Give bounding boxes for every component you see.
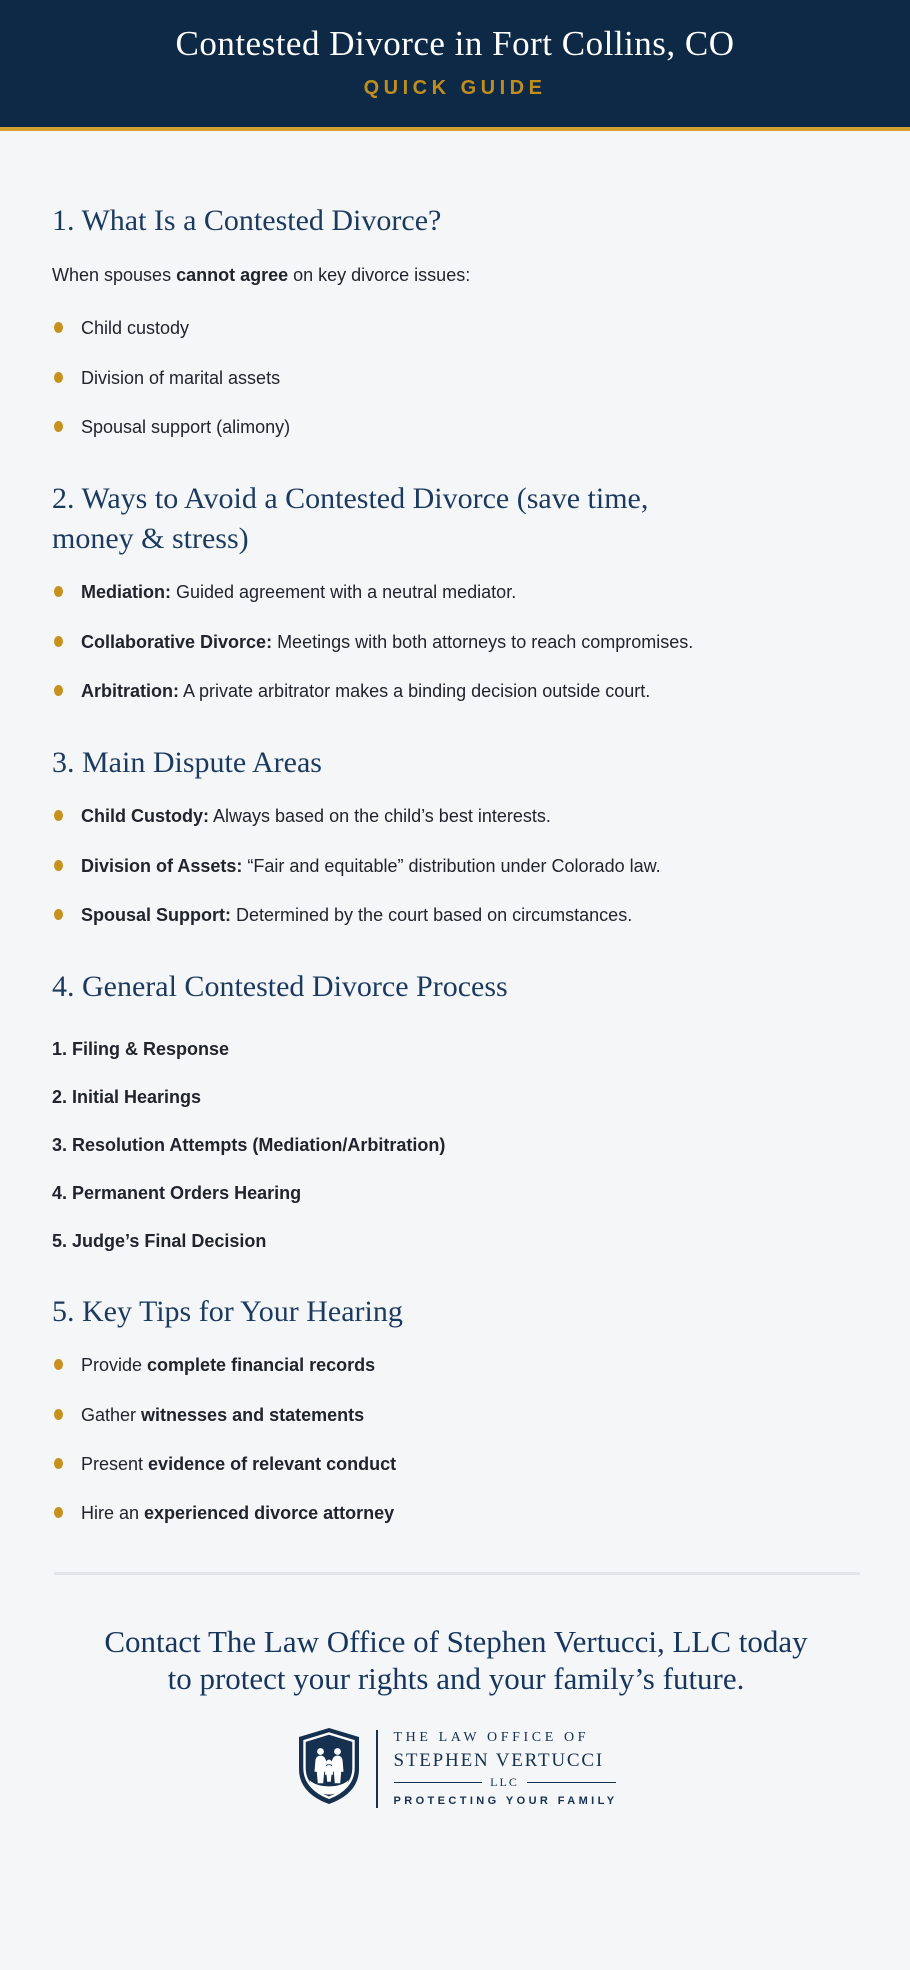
family-shield-icon — [297, 1727, 361, 1810]
bullet-dot-icon — [54, 421, 63, 432]
section-3-list — [52, 805, 860, 927]
list-item-text — [81, 1354, 375, 1377]
item-text-post: Meetings with both attorneys to reach compromises. — [272, 631, 694, 652]
section-5-list — [52, 1354, 860, 1526]
section-ways-to-avoid — [52, 479, 860, 703]
process-steps — [52, 1039, 860, 1252]
list-item-text — [81, 416, 290, 439]
page-title: Contested Divorce in Fort Collins, CO — [175, 24, 735, 63]
process-step: 2. Initial Hearings — [52, 1087, 202, 1108]
section-main-dispute-areas — [52, 743, 860, 927]
item-text-post: Guided agreement with a neutral mediator. — [171, 582, 517, 603]
item-bold: witnesses and statements — [141, 1404, 365, 1425]
logo-separator — [376, 1730, 378, 1808]
item-text: Gather — [81, 1404, 142, 1425]
page-header — [0, 0, 910, 131]
item-bold: Collaborative Divorce: — [81, 631, 273, 652]
list-item-text — [81, 680, 650, 703]
list-item-text — [81, 904, 632, 927]
bullet-dot-icon — [54, 636, 63, 647]
list-item — [52, 805, 860, 828]
list-item — [52, 1404, 860, 1427]
cta-line-2: to protect your rights and your family’s future. — [167, 1660, 745, 1696]
process-step: 1. Filing & Response — [52, 1039, 230, 1060]
bullet-dot-icon — [54, 810, 63, 821]
list-item — [52, 680, 860, 703]
item-bold: Child Custody: — [81, 806, 209, 827]
item-text: Provide — [81, 1355, 148, 1376]
item-bold: evidence of relevant conduct — [148, 1453, 397, 1474]
section-1-list — [52, 317, 860, 439]
item-bold: Arbitration: — [81, 680, 179, 701]
process-step: 4. Permanent Orders Hearing — [52, 1183, 302, 1204]
intro-text: When spouses — [52, 264, 177, 285]
list-item-text — [81, 1404, 364, 1427]
list-item-text — [81, 805, 551, 828]
item-bold: Mediation: — [81, 582, 171, 603]
infographic-body — [0, 131, 910, 1810]
bullet-dot-icon — [54, 372, 63, 383]
section-key-tips — [52, 1292, 860, 1525]
item-bold: Division of Assets: — [81, 855, 243, 876]
list-item-text — [81, 1453, 396, 1476]
contact-cta — [52, 1623, 860, 1697]
section-2-list — [52, 581, 860, 703]
bullet-dot-icon — [54, 1359, 63, 1370]
list-item-text — [81, 581, 516, 604]
page-subtitle: QUICK GUIDE — [363, 77, 547, 99]
bullet-dot-icon — [54, 1409, 63, 1420]
section-what-is-contested-divorce — [52, 201, 860, 439]
item-text-post: Determined by the court based on circumstances. — [231, 904, 633, 925]
list-item — [52, 416, 860, 439]
section-5-heading: 5. Key Tips for Your Hearing — [52, 1295, 403, 1329]
item-text-post: “Fair and equitable” distribution under Colorado law. — [242, 855, 661, 876]
intro-bold-text: cannot agree — [176, 264, 289, 285]
heading-line-2: money & stress) — [52, 522, 249, 556]
item-text: Child custody — [81, 318, 190, 339]
llc-rule-left — [394, 1782, 483, 1783]
logo-llc: LLC — [490, 1775, 519, 1790]
list-item-text — [81, 1502, 394, 1525]
list-item — [52, 631, 860, 654]
process-step: 3. Resolution Attempts (Mediation/Arbitration) — [52, 1135, 446, 1156]
item-text-post: Always based on the child’s best interests. — [209, 806, 551, 827]
heading-line-1: 2. Ways to Avoid a Contested Divorce (save time, — [52, 482, 649, 516]
bullet-dot-icon — [54, 322, 63, 333]
process-step: 5. Judge’s Final Decision — [52, 1231, 267, 1252]
logo-tagline: PROTECTING YOUR FAMILY — [393, 1795, 618, 1808]
bullet-dot-icon — [54, 860, 63, 871]
bullet-dot-icon — [54, 1507, 63, 1518]
section-4-heading: 4. General Contested Divorce Process — [52, 970, 508, 1004]
list-item — [52, 317, 860, 340]
item-bold: experienced divorce attorney — [144, 1503, 395, 1524]
cta-line-1: Contact The Law Office of Stephen Vertucci, LLC today — [104, 1623, 808, 1659]
bullet-dot-icon — [54, 1458, 63, 1469]
section-2-heading — [52, 479, 852, 559]
section-divorce-process — [52, 967, 860, 1252]
list-item-text — [81, 317, 189, 340]
section-1-heading: 1. What Is a Contested Divorce? — [52, 204, 442, 237]
list-item-text — [81, 367, 280, 390]
logo-line-2: STEPHEN VERTUCCI — [393, 1750, 604, 1772]
logo-llc-row — [394, 1775, 616, 1790]
bullet-dot-icon — [54, 909, 63, 920]
list-item — [52, 855, 860, 878]
list-item-text — [81, 631, 693, 654]
list-item-text — [81, 855, 661, 878]
item-text: Hire an — [81, 1503, 145, 1524]
item-text: Present — [81, 1453, 149, 1474]
list-item — [52, 367, 860, 390]
list-item — [52, 581, 860, 604]
logo-text-block — [394, 1730, 616, 1807]
list-item — [52, 1502, 860, 1525]
item-bold: Spousal Support: — [81, 904, 231, 925]
law-firm-logo — [52, 1727, 860, 1810]
item-text: Spousal support (alimony) — [81, 416, 291, 437]
item-text-post: A private arbitrator makes a binding decision outside court. — [179, 680, 651, 701]
item-bold: complete financial records — [147, 1355, 376, 1376]
section-3-heading: 3. Main Dispute Areas — [52, 746, 322, 780]
item-text: Division of marital assets — [81, 367, 281, 388]
bullet-dot-icon — [54, 685, 63, 696]
llc-rule-right — [527, 1782, 616, 1783]
bullet-dot-icon — [54, 586, 63, 597]
intro-text-post: on key divorce issues: — [288, 264, 471, 285]
logo-line-1: THE LAW OFFICE OF — [393, 1730, 590, 1746]
list-item — [52, 904, 860, 927]
footer-divider — [54, 1572, 860, 1575]
list-item — [52, 1453, 860, 1476]
section-1-intro — [52, 263, 860, 287]
list-item — [52, 1354, 860, 1377]
